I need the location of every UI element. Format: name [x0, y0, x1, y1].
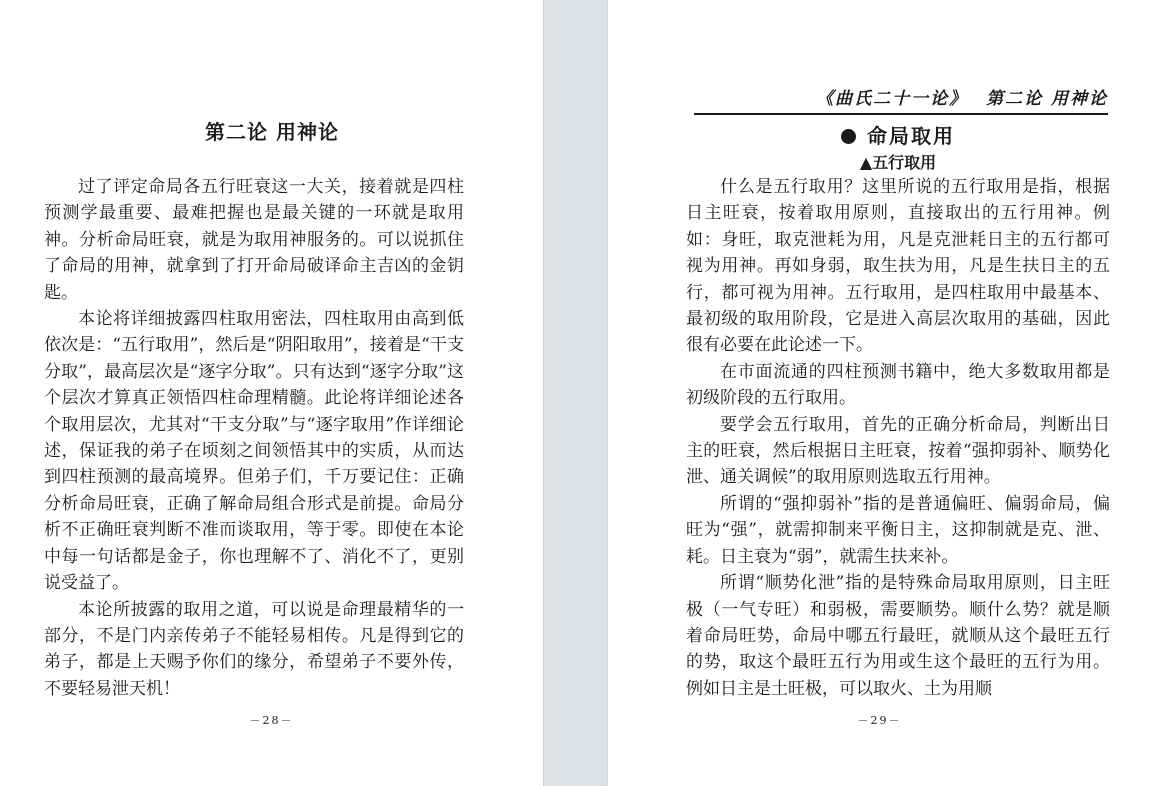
header-chapter-title: 第二论 用神论	[986, 89, 1108, 109]
chapter-title: 第二论 用神论	[205, 120, 339, 144]
left-page-body	[44, 174, 464, 702]
section-title	[686, 120, 1110, 149]
paragraph: 本论所披露的取用之道，可以说是命理最精华的一部分，不是门内亲传弟子不能轻易相传。凡是得到它的弟子，都是上天赐予你们的缘分，希望弟子不要外传，不要轻易泄天机！	[44, 599, 464, 699]
page-28	[0, 0, 544, 786]
subsection-title: ▲五行取用	[859, 153, 937, 172]
paragraph: 所谓的“强抑弱补”指的是普通偏旺、偏弱命局，偏旺为“强”，就需抑制来平衡日主，这抑制就是克、泄、耗。日主衰为“弱”，就需生扶来补。	[686, 493, 1110, 567]
page-number: －29－	[857, 714, 902, 727]
paragraph: 什么是五行取用？这里所说的五行取用是指，根据日主旺衰，按着取用原则，直接取出的五行用神。例如：身旺，取克泄耗为用，凡是克泄耗日主的五行都可视为用神。再如身弱，取生扶为用，凡是生扶日主的五行，都可视为用神。五行取用，是四柱取用中最基本、最初级的取用阶段，它是进入高层次取用的基础，因此很有必要在此论述一下。	[686, 177, 1110, 356]
header-book-title: 《曲氏二十一论》	[816, 89, 969, 109]
bullet-icon	[841, 129, 856, 144]
page-gutter	[544, 0, 607, 786]
paragraph: 在市面流通的四柱预测书籍中，绝大多数取用都是初级阶段的五行取用。	[686, 361, 1110, 409]
page-29	[607, 0, 1151, 786]
right-page-body	[686, 174, 1110, 702]
paragraph: 本论将详细披露四柱取用密法，四柱取用由高到低依次是：“五行取用”，然后是“阴阳取用”，接着是“干支分取”，最高层次是“逐字分取”。只有达到“逐字分取”这个层次才算真正领悟四柱命理精髓。此论将详细论述各个取用层次，尤其对“干支分取”与“逐字取用”作详细论述，保证我的弟子在顷刻之间领悟其中的实质，从而达到四柱预测的最高境界。但弟子们，千万要记住：正确分析命局旺衰，正确了解命局组合形式是前提。命局分析不正确旺衰判断不准而谈取用，等于零。即使在本论中每一句话都是金子，你也理解不了、消化不了，更别说受益了。	[44, 309, 464, 594]
paragraph: 过了评定命局各五行旺衰这一大关，接着就是四柱预测学最重要、最难把握也是最关键的一环就是取用神。分析命局旺衰，就是为取用神服务的。可以说抓住了命局的用神，就拿到了打开命局破译命主吉凶的金钥匙。	[44, 177, 464, 303]
paragraph: 所谓“顺势化泄”指的是特殊命局取用原则，日主旺极（一气专旺）和弱极，需要顺势。顺什么势？就是顺着命局旺势，命局中哪五行最旺，就顺从这个最旺五行的势，取这个最旺五行为用或生这个最旺的五行为用。例如日主是土旺极，可以取火、土为用顺	[686, 573, 1110, 699]
running-header	[694, 84, 1108, 115]
page-number: －28－	[249, 714, 294, 727]
paragraph: 要学会五行取用，首先的正确分析命局，判断出日主的旺衰，然后根据日主旺衰，按着“强抑弱补、顺势化泄、通关调候”的取用原则选取五行用神。	[686, 414, 1110, 488]
section-title-text: 命局取用	[866, 124, 955, 148]
